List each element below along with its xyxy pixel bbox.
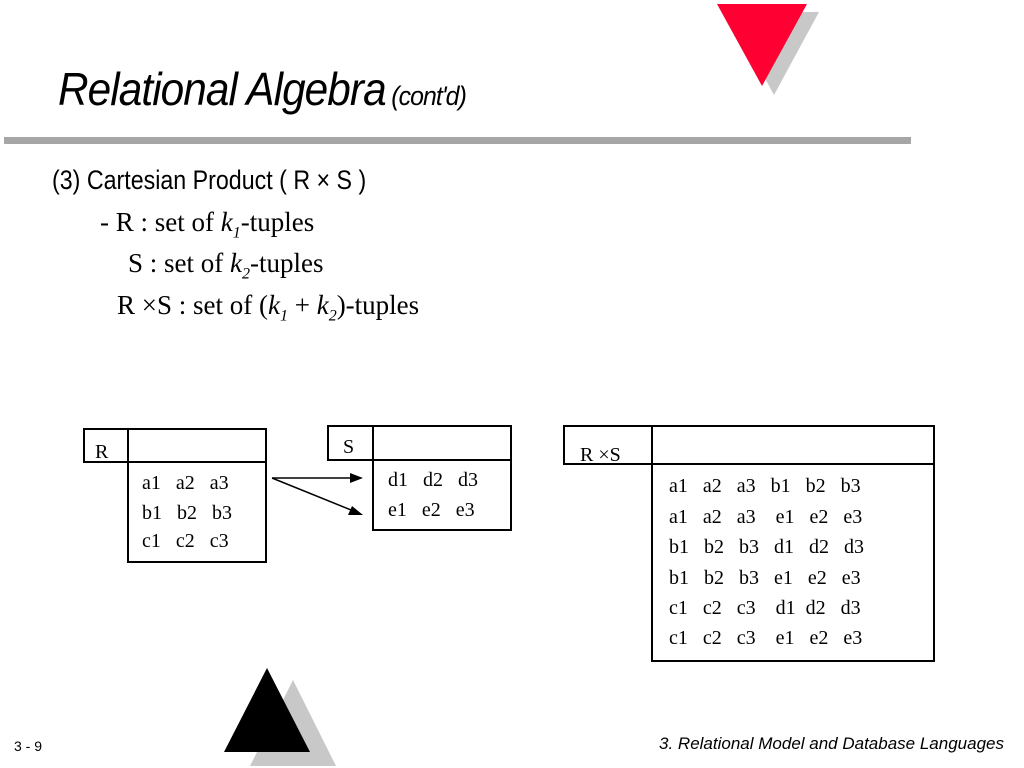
def-r-suffix: -tuples (240, 207, 315, 237)
table-row: c1 c2 c3 e1 e2 e3 (669, 627, 863, 649)
def-rxs-prefix: R ×S : set of ( (117, 290, 268, 320)
def-rxs-var1: k (267, 290, 280, 320)
def-rxs-var2: k (316, 290, 329, 320)
table-rs-label: R ×S (580, 444, 621, 466)
def-rxs-sub1: 1 (279, 307, 288, 325)
table-row: a1 a2 a3 b1 b2 b3 (669, 475, 861, 497)
def-r-prefix: - R : set of (100, 207, 221, 237)
table-row: d1 d2 d3 (388, 469, 478, 491)
def-s-var: k (230, 248, 242, 278)
def-r-var: k (220, 207, 233, 237)
table-rs-label-box (563, 425, 653, 465)
table-row: c1 c2 c3 (142, 530, 229, 552)
arrowhead-bottom (348, 506, 363, 515)
table-s-header (372, 425, 512, 461)
def-r-sub: 1 (232, 224, 241, 242)
arrowhead-top (350, 473, 363, 483)
def-s-prefix: S : set of (128, 248, 231, 278)
footer-course-title: 3. Relational Model and Database Languages (659, 734, 1004, 753)
table-rs-body (651, 463, 935, 662)
title-suffix: (cont'd) (391, 81, 466, 111)
table-s-label-box (327, 425, 374, 461)
table-row: a1 a2 a3 (142, 472, 229, 494)
title-rule (4, 137, 911, 144)
table-row: b1 b2 b3 e1 e2 e3 (669, 567, 861, 589)
def-s-sub: 2 (242, 265, 250, 283)
definition-r (100, 207, 314, 242)
table-rs-header (651, 425, 935, 465)
slide-title (58, 62, 466, 116)
arrow-line-bottom (272, 478, 356, 512)
definition-rxs (117, 290, 419, 325)
def-rxs-sub2: 2 (328, 307, 337, 325)
def-rxs-plus: + (287, 290, 317, 320)
table-row: e1 e2 e3 (388, 499, 475, 521)
title-main: Relational Algebra (58, 63, 386, 115)
table-s-body (372, 459, 512, 531)
table-s-label: S (343, 436, 355, 458)
table-r-header (127, 428, 267, 463)
table-r-label: R (95, 441, 109, 463)
table-row: b1 b2 b3 d1 d2 d3 (669, 536, 864, 558)
table-row: a1 a2 a3 e1 e2 e3 (669, 506, 863, 528)
section-heading: (3) Cartesian Product ( R × S ) (52, 165, 367, 195)
page-number: 3 - 9 (14, 738, 43, 754)
table-r-body (127, 461, 267, 563)
table-row: b1 b2 b3 (142, 502, 232, 524)
table-row: c1 c2 c3 d1 d2 d3 (669, 597, 861, 619)
definition-s (128, 248, 324, 283)
def-rxs-suffix: )-tuples (336, 290, 420, 320)
table-r-label-box (83, 428, 129, 463)
def-s-suffix: -tuples (250, 248, 324, 278)
